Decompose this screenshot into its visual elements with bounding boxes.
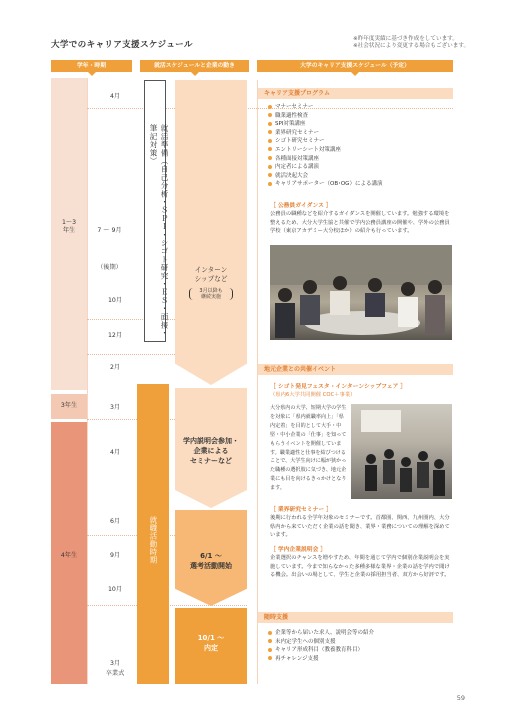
career-item: 業界研究セミナー [268, 129, 448, 138]
page-title: 大学でのキャリア支援スケジュール [51, 40, 193, 50]
campus-title: ［ 学内企業説明会 ］ [270, 547, 327, 553]
industry-title: ［ 業界研究セミナー ］ [270, 507, 333, 513]
ongoing-bar: 随時支援 [258, 612, 453, 623]
month-10b: 10月 [107, 586, 123, 593]
career-program-bar: キャリア支援プログラム [258, 88, 453, 99]
career-item: マナーセミナー [268, 103, 448, 112]
career-item: エントリーシート対策講座 [268, 146, 448, 155]
selection-line1: 6/1 〜 [200, 552, 222, 560]
civil-text: 公務員の職種などを紹介するガイダンスを開催しています。勉強する環境を整えるため、大分大学生協と共催で学内公務員講座の開催や、学外の公務員学校（東京アカデミー大分校ほか）の紹介も行っています。 [270, 211, 450, 235]
joint-events-bar: 地元企業との共催イベント [258, 364, 453, 375]
internship-note-line1: 3月以降も [199, 288, 223, 294]
header-job: 就活スケジュールと企業の動き [140, 60, 249, 72]
month-7-9: 7 〜 9月 [97, 227, 122, 234]
career-item: 各種面接対策講座 [268, 155, 448, 164]
year-label-1-3-line2: 年生 [62, 227, 76, 234]
month-graduation: 卒業式 [105, 670, 125, 677]
career-item: 就活決起大会 [268, 172, 448, 181]
year-label-1-3 [51, 219, 87, 235]
selection-line2: 選考活動開始 [190, 562, 232, 570]
ongoing-item: 企業等から届いた求人、説明会等の紹介 [268, 629, 448, 638]
seminar-line3: セミナーなど [190, 457, 232, 465]
year-label-1-3-line1: 1〜3 [61, 219, 77, 226]
month-3b: 3月 [109, 660, 121, 667]
career-item: SPI対策講座 [268, 120, 448, 129]
month-2: 2月 [109, 364, 121, 371]
internship-line1: インターン [194, 266, 228, 274]
guidance-photo [270, 245, 452, 340]
ongoing-item: 再チャレンジ支援 [268, 655, 448, 664]
month-4b: 4月 [109, 449, 121, 456]
fest-photo [351, 404, 452, 499]
month-3: 3月 [109, 404, 121, 411]
month-10: 10月 [107, 297, 123, 304]
internship-note [189, 288, 233, 300]
ongoing-item: キャリア形成科目（教養教育科目） [268, 646, 448, 655]
career-item: シゴト研究セミナー [268, 137, 448, 146]
campus-text: 企業選択のチャンスを増やすため、年間を通じて学内で個別企業説明会を実施しています。今まで知らなかった多種多様な業界・企業の話を学内で聞ける機会。出会いの場として、学生と企業の採用担当者、双方から好評です。 [270, 555, 450, 579]
seminar-label [175, 436, 247, 466]
note-2: ※社会状況により変更する場合もございます。 [353, 43, 470, 49]
internship-line2: シップなど [194, 275, 228, 283]
fest-text: 大分県内の大学、短期大学の学生を対象に「県内就職率向上」「県内定着」を目的として大手・中堅・中小企業の「仕事」を知ってもらうイベントを開催しています。職業適性と仕事を結びつけることで、大学生向けに幅が狭かった職種の選択肢に気づき、地元企業にも目を向けるきっかけとなります。 [270, 405, 347, 492]
job-active-label: 就職活動時期 [149, 516, 158, 564]
industry-text: 後期に行われる全学年対象のセミナーです。首都圏、関西、九州圏内、大分県内から来ていただく企業の話を聞き、業界・業務についての理解を深めています。 [270, 515, 450, 539]
career-item: キャリアサポーター（OB･OG）による講演 [268, 180, 448, 189]
month-4: 4月 [109, 93, 121, 100]
header-year: 学年・時期 [51, 60, 132, 72]
offer-label [175, 633, 247, 653]
job-prep-label: 就活準備（自己分析・ＳＰＩ・シゴト研究・ＥＳ・面接・筆記対策） [149, 124, 169, 338]
offer-line1: 10/1 〜 [197, 634, 225, 642]
month-12: 12月 [107, 332, 123, 339]
year-label-4: 4年生 [60, 552, 78, 559]
page-number: 59 [456, 694, 465, 702]
guidance-photo-illustration [270, 245, 452, 340]
month-6: 6月 [109, 518, 121, 525]
ongoing-item: 未内定学生への個別支援 [268, 638, 448, 647]
internship-note-line2: 継続実施 [200, 294, 221, 300]
month-9: 9月 [109, 552, 121, 559]
civil-title: ［ 公務員ガイダンス ］ [270, 203, 332, 209]
ongoing-list [268, 629, 448, 663]
offer-line2: 内定 [204, 644, 218, 652]
selection-label [175, 551, 247, 571]
seminar-line2: 企業による [193, 447, 229, 455]
seminar-line1: 学内説明会参加・ [183, 437, 239, 445]
career-program-list [268, 103, 448, 189]
month-column [87, 78, 132, 684]
internship-band [175, 80, 247, 385]
month-late: （後期） [97, 264, 122, 271]
header-support: 大学のキャリア支援スケジュール（予定） [257, 60, 453, 72]
note-1: ※昨年度実績に基づき作成をしています。 [353, 36, 458, 42]
fest-subtitle: （県内6大学共同開催 COC＋事業） [270, 392, 356, 398]
fest-photo-illustration [351, 404, 452, 499]
year-label-3: 3年生 [60, 402, 78, 409]
internship-label [175, 266, 247, 284]
career-item: 職業適性検査 [268, 112, 448, 121]
career-item: 内定者による講演 [268, 163, 448, 172]
fest-title: ［ シゴト発見フェスタ・インターンシップフェア ］ [270, 384, 407, 390]
